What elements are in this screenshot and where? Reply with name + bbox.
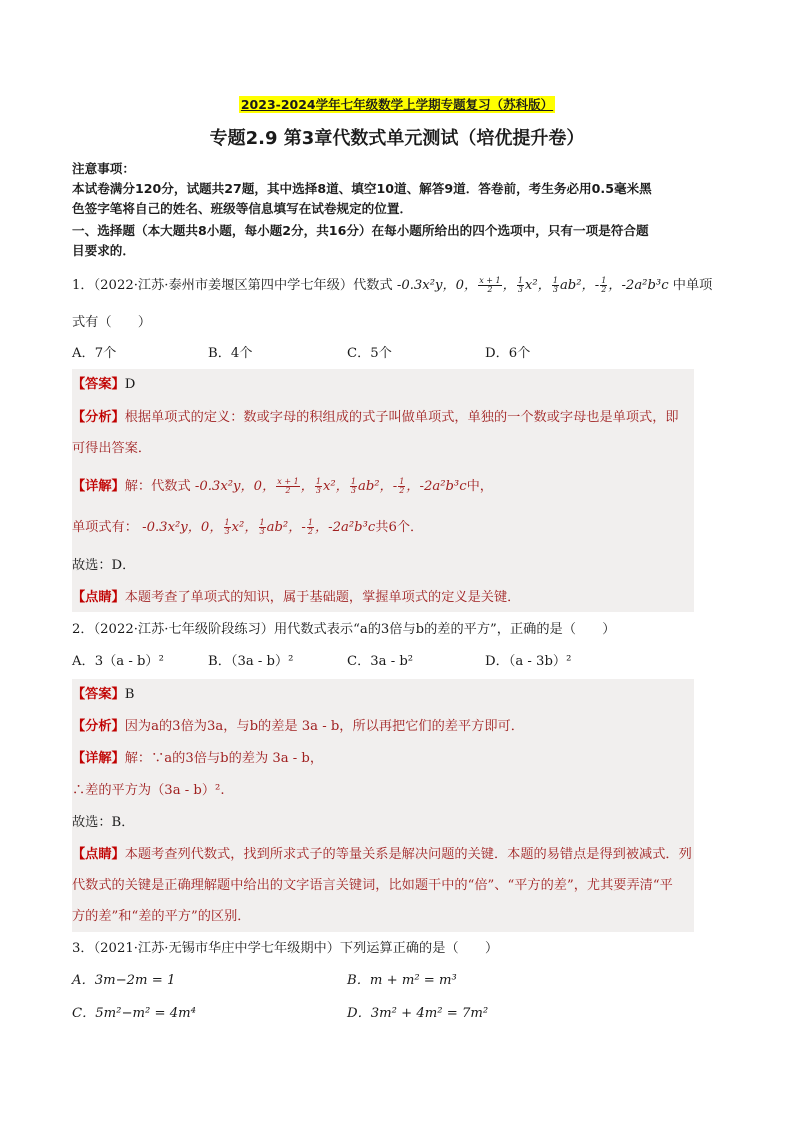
q2-therefore: ∴差的平方为（3a - b）². <box>72 783 225 798</box>
q1-option-c: C．5个 <box>347 346 392 361</box>
q2-stem: 2．（2022·江苏·七年级阶段练习）用代数式表示“a的3倍与b的差的平方”，正确的是（ ） <box>72 622 616 637</box>
q2-option-a: A．3（a - b）² <box>72 654 164 669</box>
q2-detail: 【详解】解：∵a的3倍与b的差为 3a - b， <box>72 751 324 766</box>
series-title: 2023-2024学年七年级数学上学期专题复习（苏科版） <box>240 97 554 112</box>
q2-comment-line2: 代数式的关键是正确理解题中给出的文字语言关键词，比如题干中的“倍”、“平方的差”，尤其要弄清“平 <box>72 878 673 893</box>
notice-line-2: 色签字笔将自己的姓名、班级等信息填写在试卷规定的位置． <box>72 201 413 216</box>
q1-option-d: D．6个 <box>485 346 531 361</box>
q2-option-d: D．（a - 3b）² <box>485 654 572 669</box>
q1-stem-suffix: 中单项 <box>672 278 713 293</box>
q2-analysis: 【分析】因为a的3倍为3a，与b的差是 3a - b，所以再把它们的差平方即可． <box>72 719 524 734</box>
q1-comment: 【点睛】本题考查了单项式的知识，属于基础题，掌握单项式的定义是关键． <box>72 590 521 605</box>
q1-math-expression: -0.3x²y，0， $\frac{x + 1}{2}$ ， $\frac{1}{3}$ x²， $\frac{1}{3}$ ab²，- $\frac{1}{2}$ ，-2a²b³c <box>396 276 669 294</box>
q3-option-d: D．3m² + 4m² = 7m² <box>347 1006 489 1021</box>
q2-comment-line3: 方的差”和“差的平方”的区别． <box>72 909 251 924</box>
series-header <box>0 94 794 113</box>
q1-option-b: B．4个 <box>208 346 253 361</box>
notice-line-1: 本试卷满分120分，试题共27题，其中选择8道、填空10道、解答9道．答卷前，考生务必用0.5毫米黑 <box>72 181 652 196</box>
q3-option-b: B．m + m² = m³ <box>347 973 457 988</box>
q1-stem <box>72 277 712 295</box>
q2-option-c: C．3a - b² <box>347 654 414 669</box>
q1-stem-line2: 式有（ ） <box>72 315 152 330</box>
q1-analysis: 【分析】根据单项式的定义：数或字母的积组成的式子叫做单项式，单独的一个数或字母也是单项式，即 <box>72 410 679 425</box>
q1-option-a: A．7个 <box>72 346 117 361</box>
q1-choose: 故选：D． <box>72 558 136 573</box>
q1-answer: 【答案】D <box>72 377 136 392</box>
q2-choose: 故选：B． <box>72 815 135 830</box>
q2-option-b: B．（3a - b）² <box>208 654 294 669</box>
q3-stem: 3．（2021·江苏·无锡市华庄中学七年级期中）下列运算正确的是（ ） <box>72 941 499 956</box>
q1-detail: 【详解】解：代数式 -0.3x²y，0， $\frac{x + 1}{2}$ ， $\frac{1}{3}$ x²， $\frac{1}{3}$ ab²，- $\frac{1}{2}$ ，-2a²b³c中， <box>72 477 493 495</box>
q3-option-a: A．3m−2m = 1 <box>72 973 176 988</box>
q2-comment: 【点睛】本题考查列代数式，找到所求式子的等量关系是解决问题的关键．本题的易错点是得到被减式．列 <box>72 847 692 862</box>
page-title: 专题2.9 第3章代数式单元测试（培优提升卷） <box>209 128 585 149</box>
q1-monomials: 单项式有： -0.3x²y，0， $\frac{1}{3}$ x²， $\frac{1}{3}$ ab²，- $\frac{1}{2}$ ，-2a²b³c共6个． <box>72 518 424 536</box>
q3-option-c: C．5m²−m² = 4m⁴ <box>72 1006 196 1021</box>
section-heading-2: 目要求的． <box>72 243 135 258</box>
q1-analysis-line2: 可得出答案． <box>72 441 152 456</box>
q2-answer: 【答案】B <box>72 687 135 702</box>
q1-stem-prefix: 1．（2022·江苏·泰州市姜堰区第四中学七年级）代数式 <box>72 278 393 293</box>
section-heading-1: 一、选择题（本大题共8小题，每小题2分，共16分）在每小题所给出的四个选项中，只有一项是符合题 <box>72 223 649 238</box>
notice-heading: 注意事项： <box>72 161 135 176</box>
